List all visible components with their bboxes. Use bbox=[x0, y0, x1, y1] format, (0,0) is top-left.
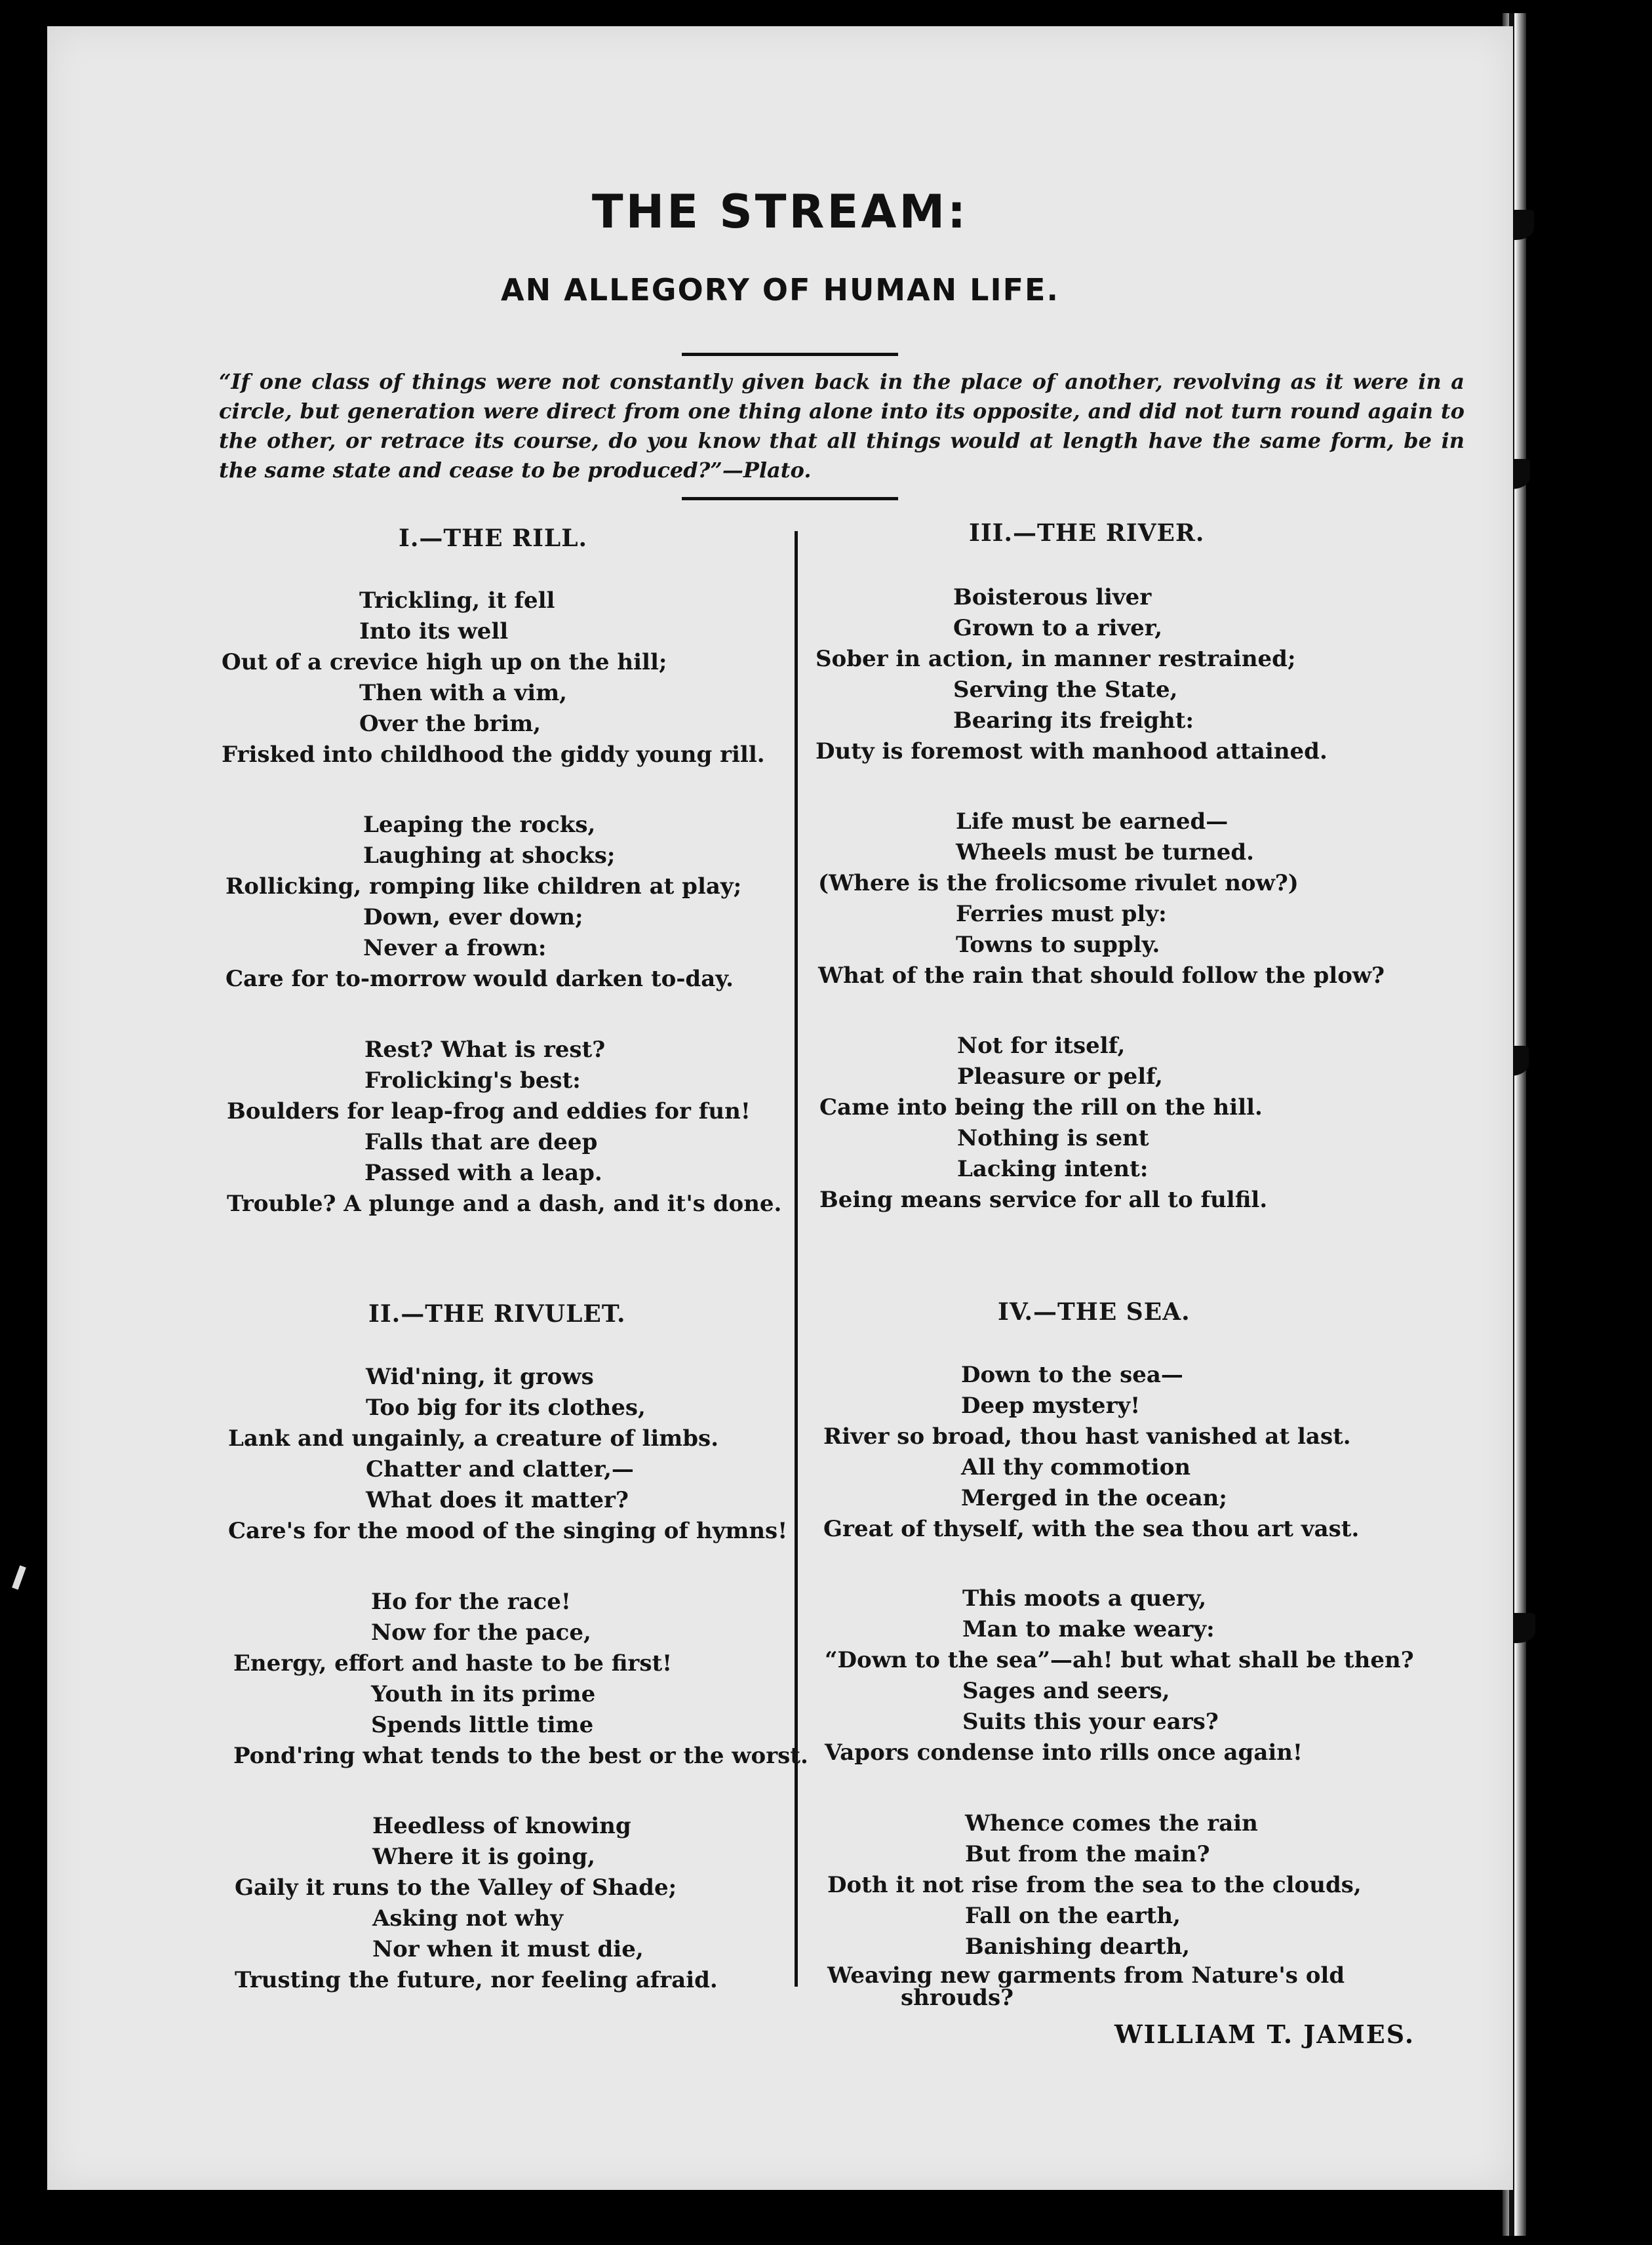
poem-line: Boisterous liver bbox=[953, 584, 1152, 610]
stanza bbox=[825, 1583, 1414, 1768]
poem-line: Energy, effort and haste to be first! bbox=[233, 1650, 673, 1677]
poem-line: Nor when it must die, bbox=[372, 1936, 644, 1962]
poem-line: Into its well bbox=[359, 618, 509, 645]
poem-line: This moots a query, bbox=[962, 1585, 1207, 1612]
poem-line: Duty is foremost with manhood attained. bbox=[816, 738, 1328, 765]
section-heading-sea: IV.—THE SEA. bbox=[998, 1298, 1190, 1326]
poem-line: Wid'ning, it grows bbox=[366, 1364, 594, 1390]
stanza bbox=[227, 1035, 781, 1220]
page-subtitle: AN ALLEGORY OF HUMAN LIFE. bbox=[501, 272, 1059, 308]
stanza bbox=[235, 1811, 718, 1996]
poem-line: Ho for the race! bbox=[371, 1589, 571, 1615]
poem-line: Chatter and clatter,— bbox=[366, 1456, 634, 1482]
poem-line: Frolicking's best: bbox=[364, 1067, 581, 1094]
poem-line: Asking not why bbox=[372, 1905, 564, 1932]
poem-line: Lank and ungainly, a creature of limbs. bbox=[228, 1425, 719, 1452]
poem-line: Never a frown: bbox=[363, 935, 547, 961]
poem-line: Trusting the future, nor feeling afraid. bbox=[235, 1967, 718, 1993]
poem-line: Sages and seers, bbox=[962, 1678, 1170, 1704]
poem-line: Towns to supply. bbox=[956, 932, 1160, 958]
poem-line: What does it matter? bbox=[366, 1487, 629, 1513]
poem-line: Weaving new garments from Nature's old bbox=[827, 1962, 1345, 1989]
poem-line: Vapors condense into rills once again! bbox=[825, 1739, 1303, 1766]
poem-line: Merged in the ocean; bbox=[961, 1485, 1227, 1511]
stanza bbox=[226, 810, 741, 995]
poem-line: Youth in its prime bbox=[371, 1681, 596, 1707]
poem-line: Suits this your ears? bbox=[962, 1709, 1219, 1735]
stanza bbox=[819, 1031, 1267, 1216]
poem-line: Life must be earned— bbox=[956, 808, 1229, 835]
epigraph-quote: “If one class of things were not constantly given back in the place of another, revolving as it were in a circle, but generation were direct from one thing alone into its opposite, and did not turn round again to the other, or retrace its course, do you know that all things would at length have the same form, be in the same state and cease to be produced?”—Plato. bbox=[219, 369, 1465, 483]
poem-line: Lacking intent: bbox=[957, 1156, 1149, 1182]
poem-line: Wheels must be turned. bbox=[956, 839, 1254, 865]
stanza bbox=[233, 1587, 808, 1772]
section-heading-river: III.—THE RIVER. bbox=[969, 519, 1205, 547]
poem-line: Care's for the mood of the singing of hymns! bbox=[228, 1518, 788, 1544]
poem-line: “Down to the sea”—ah! but what shall be then? bbox=[825, 1647, 1414, 1673]
poem-line: Pleasure or pelf, bbox=[957, 1063, 1163, 1090]
poem-line: Care for to-morrow would darken to-day. bbox=[226, 966, 734, 992]
poem-line: Being means service for all to fulfil. bbox=[819, 1187, 1268, 1213]
poem-line: Spends little time bbox=[371, 1712, 594, 1738]
author-signature: WILLIAM T. JAMES. bbox=[1114, 2019, 1415, 2049]
stanza bbox=[816, 582, 1328, 767]
poem-line: Bearing its freight: bbox=[953, 707, 1194, 734]
poem-line: Gaily it runs to the Valley of Shade; bbox=[235, 1875, 677, 1901]
poem-line: Frisked into childhood the giddy young rill. bbox=[222, 742, 765, 768]
margin-mark bbox=[12, 1565, 26, 1589]
poem-line: Doth it not rise from the sea to the clouds, bbox=[827, 1872, 1362, 1898]
poem-line: Too big for its clothes, bbox=[366, 1395, 646, 1421]
poem-line: Heedless of knowing bbox=[372, 1813, 631, 1839]
stanza bbox=[827, 1808, 1362, 2010]
title-rule bbox=[682, 353, 898, 356]
poem-line: Came into being the rill on the hill. bbox=[819, 1094, 1263, 1121]
poem-line: Banishing dearth, bbox=[965, 1934, 1190, 1960]
poem-line: Then with a vim, bbox=[359, 680, 568, 706]
page-title: THE STREAM: bbox=[591, 185, 969, 239]
poem-line: Passed with a leap. bbox=[364, 1160, 602, 1186]
poem-line: Not for itself, bbox=[957, 1033, 1126, 1059]
poem-line: (Where is the frolicsome rivulet now?) bbox=[818, 870, 1299, 896]
poem-line: Trickling, it fell bbox=[359, 587, 555, 614]
poem-line: What of the rain that should follow the plow? bbox=[818, 963, 1385, 989]
poem-line: But from the main? bbox=[965, 1841, 1210, 1867]
stanza bbox=[823, 1360, 1359, 1545]
stanza bbox=[228, 1362, 787, 1547]
poem-line: Now for the pace, bbox=[371, 1619, 591, 1646]
document-page bbox=[47, 26, 1513, 2190]
poem-line: Boulders for leap-frog and eddies for fun! bbox=[227, 1098, 751, 1124]
stanza bbox=[818, 806, 1385, 991]
poem-line: Pond'ring what tends to the best or the worst. bbox=[233, 1743, 808, 1769]
poem-line: Trouble? A plunge and a dash, and it's done. bbox=[227, 1191, 782, 1217]
poem-line: Leaping the rocks, bbox=[363, 812, 596, 838]
poem-line: All thy commotion bbox=[961, 1454, 1191, 1480]
poem-line: Over the brim, bbox=[359, 711, 541, 737]
poem-line: Out of a crevice high up on the hill; bbox=[222, 649, 667, 675]
poem-line: Ferries must ply: bbox=[956, 901, 1167, 927]
poem-line: Fall on the earth, bbox=[965, 1903, 1181, 1929]
poem-line: Nothing is sent bbox=[957, 1125, 1149, 1151]
poem-line: Great of thyself, with the sea thou art vast. bbox=[823, 1516, 1360, 1542]
poem-line: Rest? What is rest? bbox=[364, 1037, 606, 1063]
binding-background bbox=[1513, 13, 1652, 2245]
poem-line: Whence comes the rain bbox=[965, 1810, 1258, 1837]
poem-line: shrouds? bbox=[901, 1985, 1014, 2011]
poem-line: Falls that are deep bbox=[364, 1129, 598, 1155]
section-heading-rill: I.—THE RILL. bbox=[399, 525, 588, 552]
poem-line: Sober in action, in manner restrained; bbox=[816, 646, 1296, 672]
poem-line: Grown to a river, bbox=[953, 615, 1163, 641]
poem-line: Down to the sea— bbox=[961, 1362, 1183, 1388]
poem-line: River so broad, thou hast vanished at last. bbox=[823, 1423, 1351, 1450]
poem-line: Where it is going, bbox=[372, 1844, 595, 1870]
epigraph-rule bbox=[682, 497, 898, 500]
section-heading-rivulet: II.—THE RIVULET. bbox=[368, 1300, 626, 1328]
poem-line: Man to make weary: bbox=[962, 1616, 1215, 1642]
poem-line: Laughing at shocks; bbox=[363, 843, 616, 869]
stanza bbox=[222, 586, 765, 770]
poem-line: Deep mystery! bbox=[961, 1393, 1141, 1419]
poem-line: Down, ever down; bbox=[363, 904, 583, 930]
poem-line: Serving the State, bbox=[953, 677, 1178, 703]
poem-line: Rollicking, romping like children at play; bbox=[226, 873, 742, 900]
